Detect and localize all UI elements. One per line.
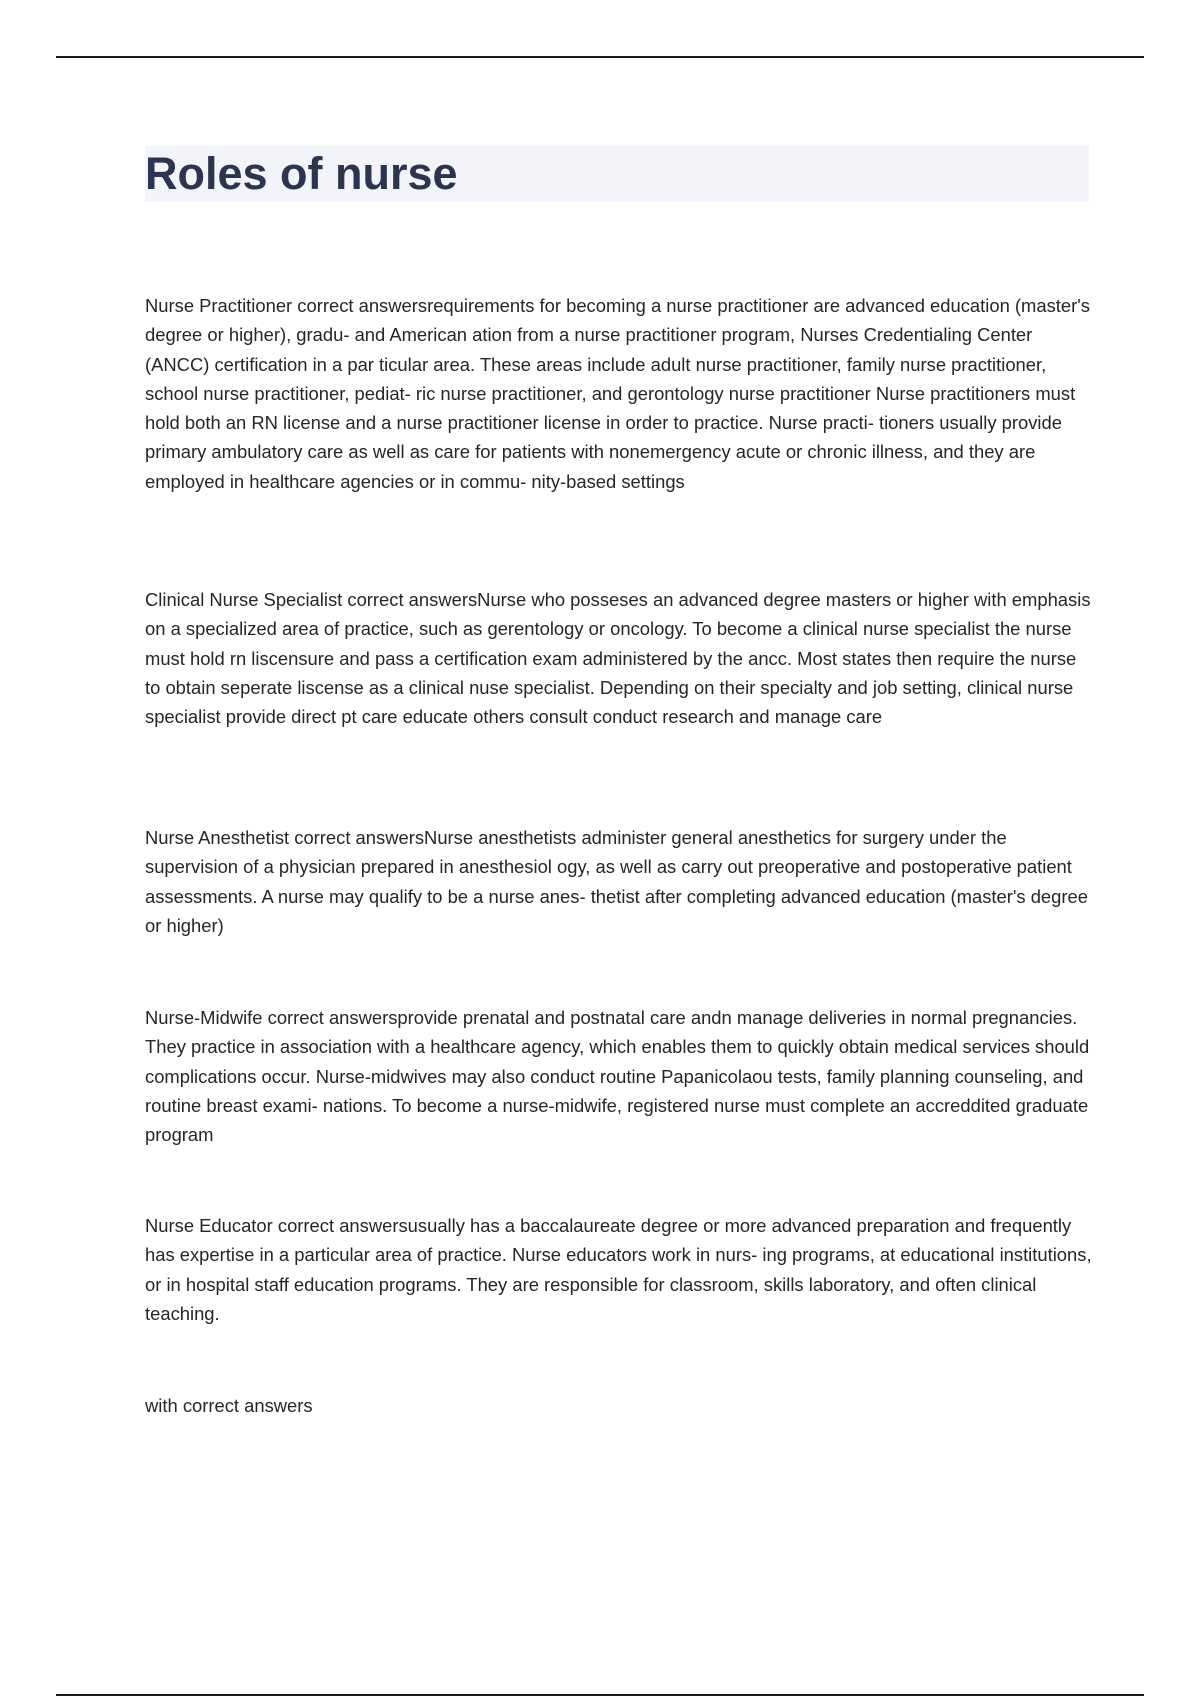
top-rule <box>56 56 1144 58</box>
entry-nurse-practitioner: Nurse Practitioner correct answersrequirements for becoming a nurse practitioner are advanced education (master's degree or higher), gradu- and American ation from a nurse practitioner program, Nurses Credentialing Center (ANCC) certification in a par ticular area. These areas include adult nurse practitioner, family nurse practitioner, school nurse practitioner, pediat- ric nurse practitioner, and gerontology nurse practitioner Nurse practitioners must hold both an RN license and a nurse practitioner license in order to practice. Nurse practi- tioners usually provide primary ambulatory care as well as care for patients with nonemergency acute or chronic illness, and they are employed in healthcare agencies or in commu- nity-based settings <box>145 295 1090 492</box>
entry-nurse-educator: Nurse Educator correct answersusually has a baccalaureate degree or more advanced preparation and frequently has expertise in a particular area of practice. Nurse educators work in nurs- ing programs, at educational institutions, or in hospital staff education programs. They are responsible for classroom, skills laboratory, and often clinical teaching. <box>145 1215 1092 1324</box>
entry-nurse-midwife: Nurse-Midwife correct answersprovide prenatal and postnatal care andn manage deliveries in normal pregnancies. They practice in association with a healthcare agency, which enables them to quickly obtain medical services should complications occur. Nurse-midwives may also conduct routine Papanicolaou tests, family planning counseling, and routine breast exami- nations. To become a nurse-midwife, registered nurse must complete an accreddited graduate program <box>145 1007 1090 1146</box>
entry-clinical-nurse-specialist: Clinical Nurse Specialist correct answersNurse who posseses an advanced degree masters or higher with emphasis on a specialized area of practice, such as gerentology or oncology. To become a clinical nurse specialist the nurse must hold rn liscensure and pass a certification exam administered by the ancc. Most states then require the nurse to obtain seperate liscense as a clinical nuse specialist. Depending on their specialty and job setting, clinical nurse specialist provide direct pt care educate others consult conduct research and manage care <box>145 589 1091 728</box>
page-title: Roles of nurse <box>145 148 458 199</box>
bottom-rule <box>56 1694 1144 1696</box>
entry-nurse-anesthetist: Nurse Anesthetist correct answersNurse anesthetists administer general anesthetics for surgery under the supervision of a physician prepared in anesthesiol ogy, as well as carry out preoperative and postoperative patient assessments. A nurse may qualify to be a nurse anes- thetist after completing advanced education (master's degree or higher) <box>145 827 1088 936</box>
footer-note: with correct answers <box>145 1395 313 1416</box>
